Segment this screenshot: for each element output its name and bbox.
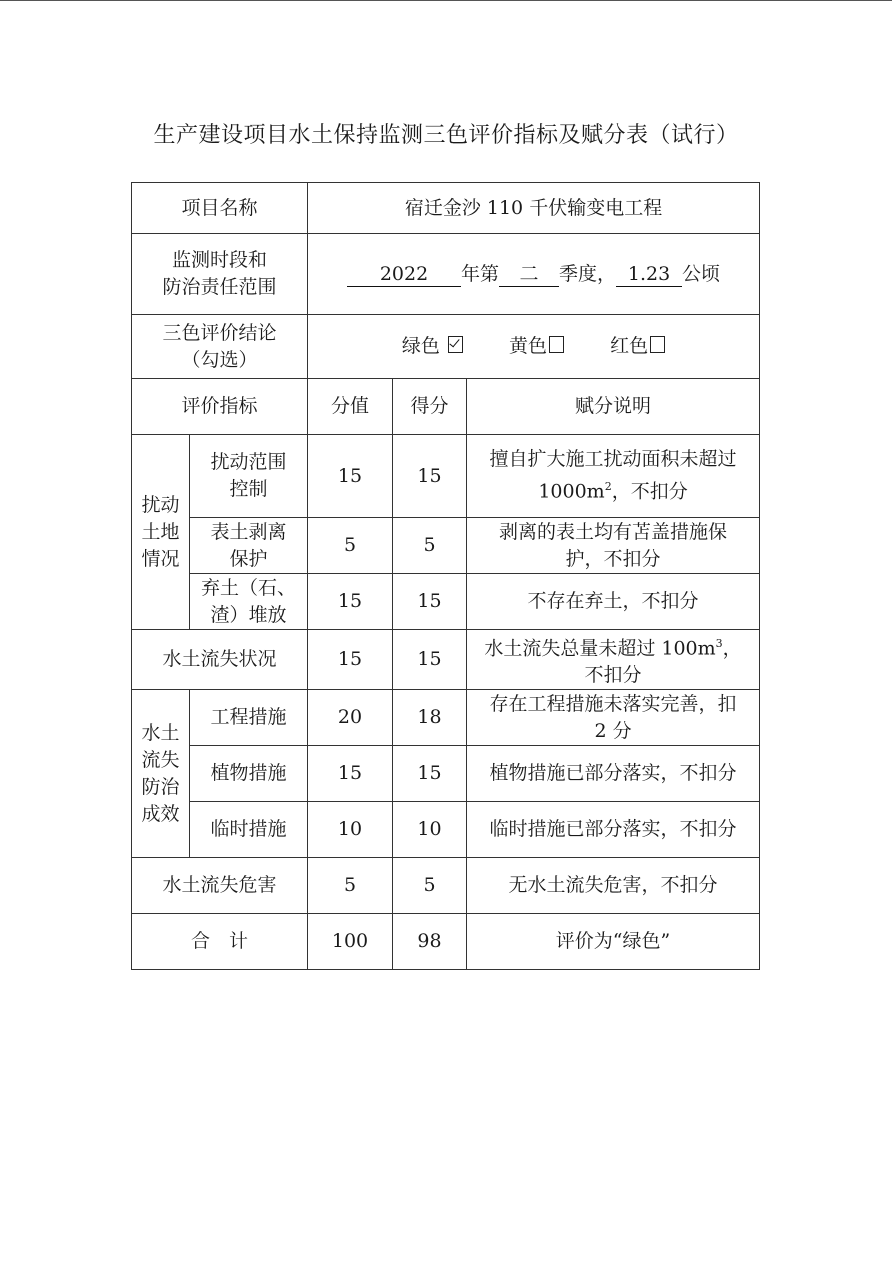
prevention-category: 水土 流失 防治 成效 (132, 690, 190, 858)
period-area: 1.23 (616, 262, 682, 287)
project-row (132, 183, 760, 234)
option-green[interactable] (402, 333, 463, 360)
score-got: 15 (393, 746, 467, 802)
score-got: 5 (393, 858, 467, 914)
header-score-got: 得分 (393, 379, 467, 435)
header-score-value: 分值 (308, 379, 393, 435)
score-got: 15 (393, 630, 467, 690)
option-yellow[interactable] (509, 333, 564, 360)
header-row (132, 379, 760, 435)
score-explanation: 不存在弃土，不扣分 (467, 574, 760, 630)
option-green-label: 绿色 (401, 335, 440, 357)
header-explanation: 赋分说明 (467, 379, 760, 435)
table-row (132, 435, 760, 518)
score-got: 15 (393, 435, 467, 518)
score-got: 10 (393, 802, 467, 858)
table-row (132, 858, 760, 914)
indicator-name: 工程措施 (190, 690, 308, 746)
indicator-name: 表土剥离 保护 (190, 518, 308, 574)
total-explanation: 评价为“绿色” (467, 914, 760, 970)
score-value: 15 (308, 630, 393, 690)
checkbox-empty-icon[interactable] (549, 336, 564, 353)
table-row (132, 518, 760, 574)
indicator-name: 临时措施 (190, 802, 308, 858)
total-value: 100 (308, 914, 393, 970)
period-year: 2022 (347, 262, 461, 287)
score-value: 10 (308, 802, 393, 858)
score-value: 15 (308, 435, 393, 518)
table-row (132, 746, 760, 802)
score-explanation: 擅自扩大施工扰动面积未超过 $1000m^2$，不扣分 (467, 435, 760, 518)
period-quarter-suffix: 季度， (559, 262, 617, 285)
indicator-name: 水土流失状况 (132, 630, 308, 690)
score-explanation: 临时措施已部分落实，不扣分 (467, 802, 760, 858)
option-yellow-label: 黄色 (509, 335, 548, 357)
indicator-name: 弃土（石、 渣）堆放 (190, 574, 308, 630)
evaluation-table (131, 182, 760, 970)
total-row (132, 914, 760, 970)
score-got: 5 (393, 518, 467, 574)
period-quarter: 二 (499, 262, 559, 287)
total-score: 98 (393, 914, 467, 970)
score-explanation: 无水土流失危害，不扣分 (467, 858, 760, 914)
table-row (132, 690, 760, 746)
period-row (132, 234, 760, 315)
indicator-name: 植物措施 (190, 746, 308, 802)
indicator-name: 水土流失危害 (132, 858, 308, 914)
checkbox-empty-icon[interactable] (650, 336, 665, 353)
score-value: 15 (308, 746, 393, 802)
score-value: 20 (308, 690, 393, 746)
conclusion-label (132, 315, 308, 379)
conclusion-options (308, 315, 760, 379)
score-got: 18 (393, 690, 467, 746)
total-label: 合 计 (132, 914, 308, 970)
period-label-line2: 防治责任范围 (162, 276, 277, 298)
period-year-suffix: 年第 (461, 262, 500, 285)
score-value: 5 (308, 518, 393, 574)
conclusion-label-line2: （勾选） (181, 348, 258, 371)
table-row (132, 630, 760, 690)
project-name-value: 宿迁金沙 110 千伏输变电工程 (308, 183, 760, 234)
period-value (308, 234, 760, 315)
disturb-category: 扰动 土地 情况 (132, 435, 190, 630)
score-value: 15 (308, 574, 393, 630)
table-row (132, 802, 760, 858)
score-explanation: 植物措施已部分落实，不扣分 (467, 746, 760, 802)
score-explanation: 水土流失总量未超过 $100m^3$， 不扣分 (467, 630, 760, 690)
header-indicator: 评价指标 (132, 379, 308, 435)
period-label (132, 234, 308, 315)
indicator-name: 扰动范围 控制 (190, 435, 308, 518)
project-name-label: 项目名称 (132, 183, 308, 234)
conclusion-row (132, 315, 760, 379)
conclusion-label-line1: 三色评价结论 (162, 321, 277, 344)
page-title: 生产建设项目水土保持监测三色评价指标及赋分表（试行） (153, 123, 739, 148)
score-explanation: 剥离的表土均有苫盖措施保 护，不扣分 (467, 518, 760, 574)
score-got: 15 (393, 574, 467, 630)
score-explanation: 存在工程措施未落实完善，扣 2 分 (467, 690, 760, 746)
table-row (132, 574, 760, 630)
period-area-unit: 公顷 (682, 262, 721, 285)
period-label-line1: 监测时段和 (172, 249, 268, 271)
page-top-border (0, 0, 892, 1)
checkbox-checked-icon[interactable] (448, 336, 463, 353)
score-value: 5 (308, 858, 393, 914)
option-red-label: 红色 (610, 335, 649, 357)
option-red[interactable] (610, 333, 665, 360)
